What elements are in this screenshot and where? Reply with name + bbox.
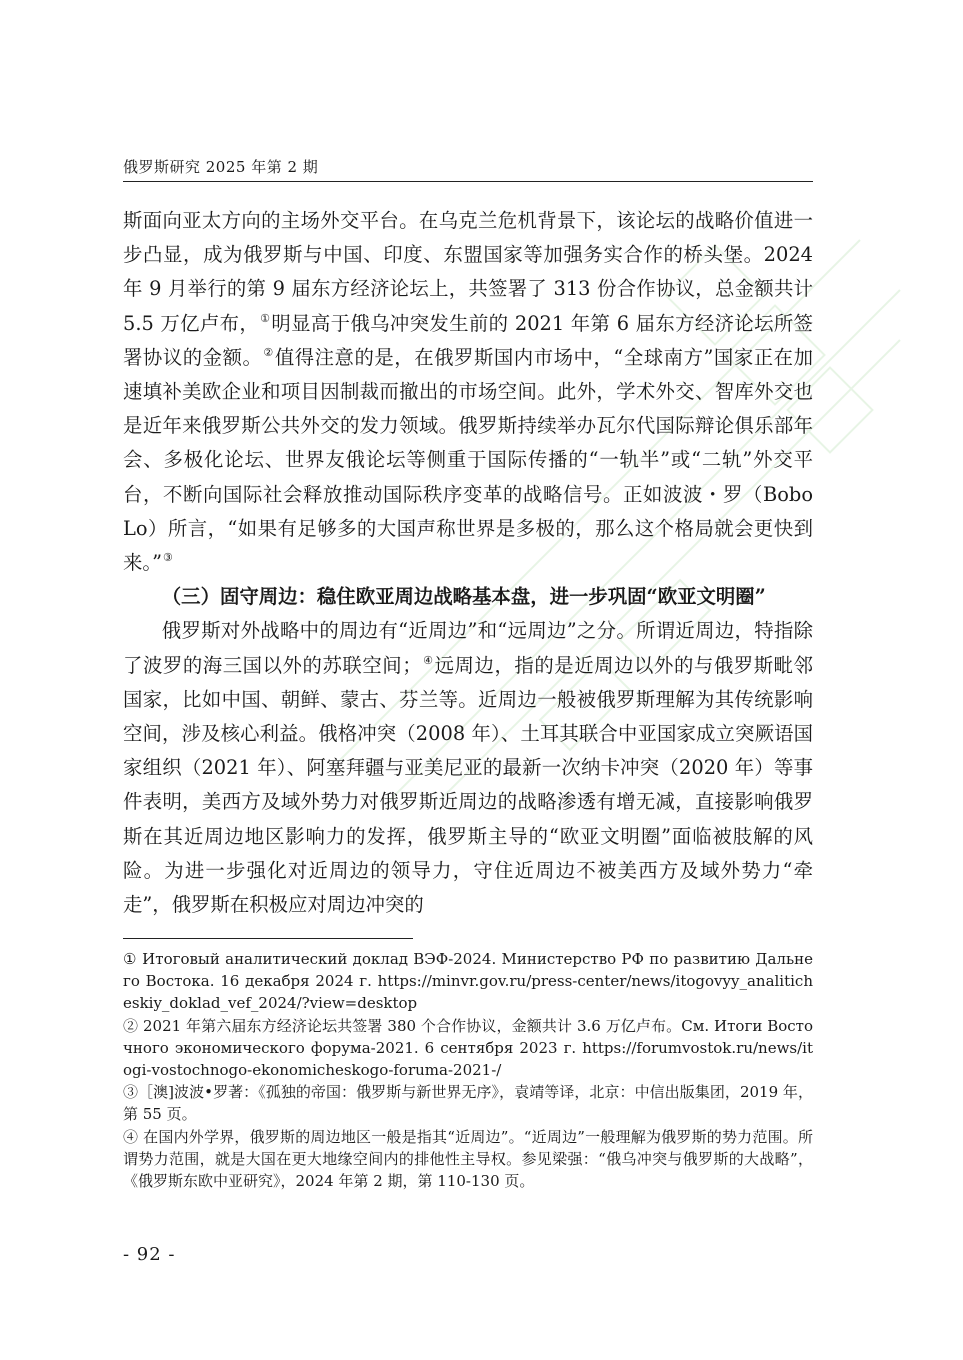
paragraph-2 <box>123 614 813 922</box>
footnote-ref-3[interactable]: ③ <box>163 551 173 565</box>
paragraph-1-text-b: 明显高于俄乌冲突发生前的 2021 年第 6 届东方经济论坛所签署协议的金额。 <box>123 311 813 369</box>
paragraph-2-text-b: 远周边，指的是近周边以外的与俄罗斯毗邻国家，比如中国、朝鲜、蒙古、芬兰等。近周边一般被俄罗斯理解为其传统影响空间，涉及核心利益。俄格冲突（2008 年）、土耳其联合中亚国家成立突厥语国家组织（2021 年）、阿塞拜疆与亚美尼亚的最新一次纳卡冲突（2020 年）等事件表明，美西方及域外势力对俄罗斯近周边的战略渗透有增无减，直接影响俄罗斯在其近周边地区影响力的发挥，俄罗斯主导的“欧亚文明圈”面临被肢解的风险。为进一步强化对近周边的领导力，守住近周边不被美西方及域外势力“牵走”，俄罗斯在积极应对周边冲突的 <box>123 653 814 917</box>
section-heading: （三）固守周边：稳住欧亚周边战略基本盘，进一步巩固“欧亚文明圈” <box>161 585 766 609</box>
footnote-1: ① Итоговый аналитический доклад ВЭФ-2024. Министерство РФ по развитию Дальнего Востока. 16 декабря 2024 г. https://minvr.gov.ru/press-center/news/itogovyy_analiticheskiy_doklad_vef_2024/?view=desktop <box>123 950 813 1013</box>
paragraph-2-text-a: 俄罗斯对外战略中的周边有“近周边”和“远周边”之分。所谓近周边，特指除了波罗的海三国以外的苏联空间； <box>123 619 813 677</box>
footnotes <box>123 948 813 1192</box>
header-rule <box>123 181 813 182</box>
main-text <box>123 204 813 922</box>
page-number: - 92 - <box>123 1244 176 1265</box>
footnote-4: ④ 在国内外学界，俄罗斯的周边地区一般是指其“近周边”。“近周边”一般理解为俄罗斯的势力范围。所谓势力范围，就是大国在更大地缘空间内的排他性主导权。参见梁强：“俄乌冲突与俄罗斯的大战略”，《俄罗斯东欧中亚研究》，2024 年第 2 期，第 110-130 页。 <box>123 1127 813 1191</box>
footnote-ref-2[interactable]: ② <box>263 345 274 359</box>
footnote-2: ② 2021 年第六届东方经济论坛共签署 380 个合作协议，金额共计 3.6 万亿卢布。См. Итоги Восточного экономического форума-2021. 6 сентября 2023 г. https://forumvostok.ru/news/itogi-vostochnogo-ekonomicheskogo-foruma-2021-/ <box>123 1016 813 1080</box>
footnote-ref-1[interactable]: ① <box>260 311 271 325</box>
footnote-3: ③［澳]波波•罗著：《孤独的帝国：俄罗斯与新世界无序》，袁靖等译，北京：中信出版集团，2019 年，第 55 页。 <box>123 1083 813 1124</box>
paragraph-1-text-a: 斯面向亚太方向的主场外交平台。在乌克兰危机背景下，该论坛的战略价值进一步凸显，成为俄罗斯与中国、印度、东盟国家等加强务实合作的桥头堡。2024 年 9 月举行的第 9 届东方经济论坛上，共签署了 313 份合作协议，总金额共计 5.5 万亿卢布， <box>123 209 813 335</box>
paragraph-1-text-c: 值得注意的是，在俄罗斯国内市场中，“全球南方”国家正在加速填补美欧企业和项目因制裁而撤出的市场空间。此外，学术外交、智库外交也是近年来俄罗斯公共外交的发力领域。俄罗斯持续举办瓦尔代国际辩论俱乐部年会、多极化论坛、世界友俄论坛等侧重于国际传播的“一轨半”或“二轨”外交平台，不断向国际社会释放推动国际秩序变革的战略信号。正如波波・罗（Bobo Lo）所言，“如果有足够多的大国声称世界是多极的，那么这个格局就会更快到来。” <box>123 345 813 575</box>
footnote-rule <box>123 938 413 939</box>
footnote-ref-4[interactable]: ④ <box>422 653 434 667</box>
paragraph-1 <box>123 204 813 580</box>
running-head: 俄罗斯研究 2025 年第 2 期 <box>123 158 319 176</box>
